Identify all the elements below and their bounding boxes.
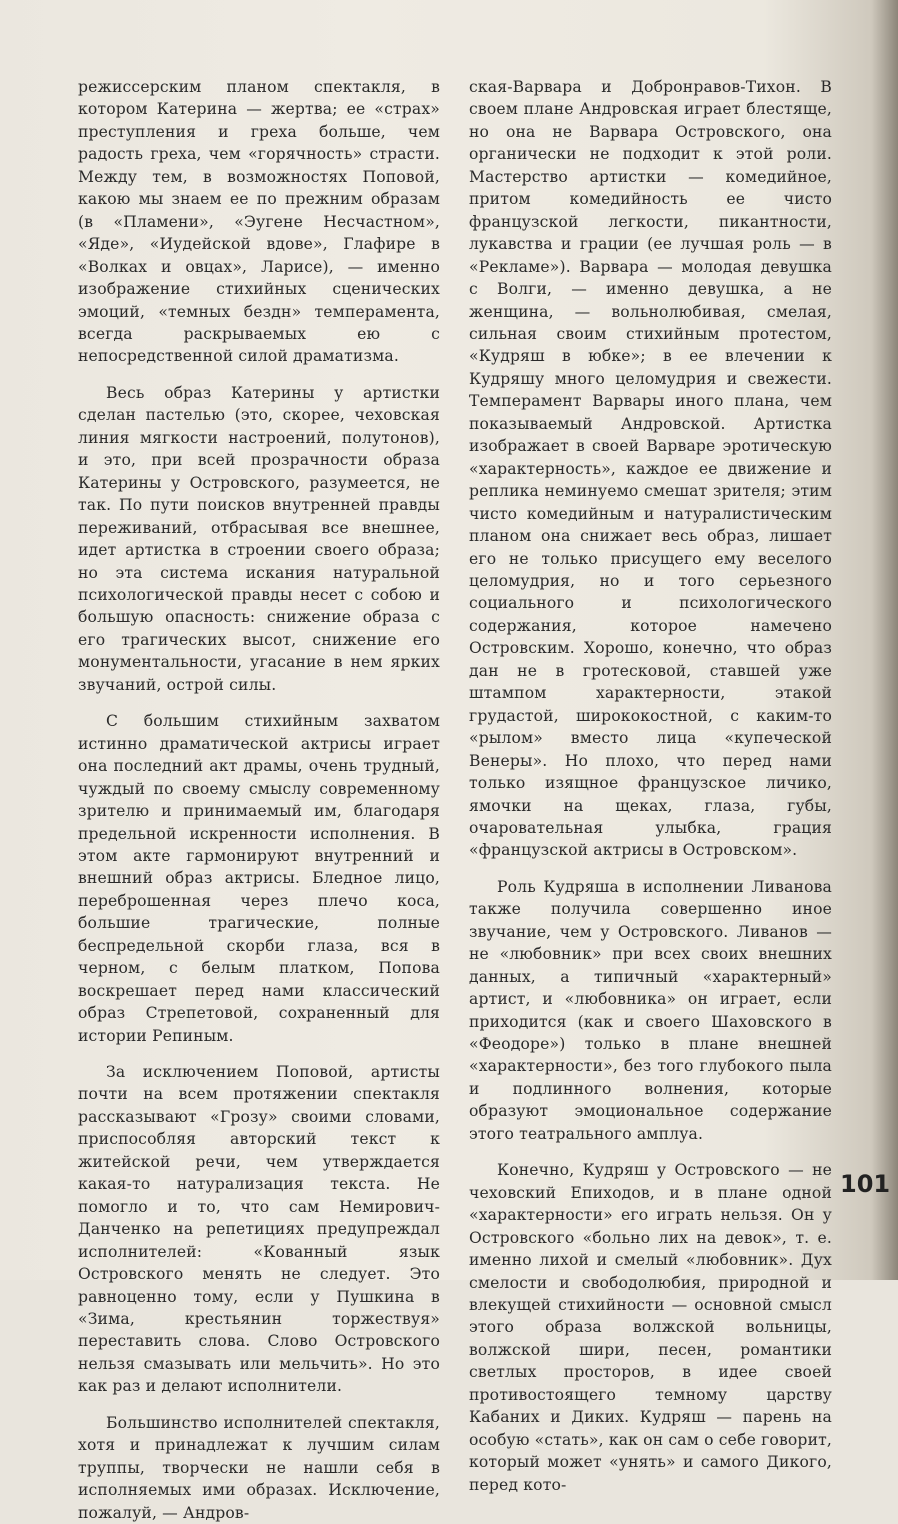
right-text-column [469,76,832,1496]
paragraph: За исключением Поповой, артисты почти на всем протяжении спектакля рассказывают «Грозу» своими словами, приспособляя авторский текст к житейской речи, чем утверждается какая-то натурализация текста. Не помогло и то, что сам Немирович-Данченко на репетициях предупреждал исполнителей: «Кованный язык Островского менять не следует. Это равноценно тому, если у Пушкина в «Зима, крестьянин торжествуя» переставить слова. Слово Островского нельзя смазывать или мельчить». Но это как раз и делают исполнители. [78,1063,440,1396]
paragraph: режиссерским планом спектакля, в котором Катерина — жертва; ее «страх» преступления и греха больше, чем радость греха, чем «горячность» страсти. Между тем, в возможностях Поповой, какою мы знаем ее по прежним образам (в «Пламени», «Эугене Несчастном», «Яде», «Иудейской вдове», Глафире в «Волках и овцах», Ларисе), — именно изображение стихийных сценических эмоций, «темных бездн» темперамента, всегда раскрываемых ею с непосредственной силой драматизма. [78,78,440,366]
paragraph: Конечно, Кудряш у Островского — не чеховский Епиходов, и в плане одной «характерности» его играть нельзя. Он у Островского «больно лих на девок», т. е. именно лихой и смелый «любовник». Дух смелости и свободолюбия, природной и влекущей стихийности — основной смысл этого образа волжской вольницы, волжской шири, песен, романтики светлых просторов, в идее своей противостоящего темному царству Кабаних и Диких. Кудряш — парень на особую «стать», как он сам о себе говорит, который может «унять» и самого Дикого, перед кото- [469,1161,832,1494]
paragraph: ская-Варвара и Добронравов-Тихон. В своем плане Андровская играет блестяще, но она не Варвара Островского, она органически не подходит к этой роли. Мастерство артистки — комедийное, притом комедийность ее чисто французской легкости, пикантности, лукавства и грации (ее лучшая роль — в «Рекламе»). Варвара — молодая девушка с Волги, — именно девушка, а не женщина, — вольнолюбивая, смелая, сильная своим стихийным протестом, «Кудряш в юбке»; в ее влечении к Кудряшу много целомудрия и свежести. Темперамент Варвары иного плана, чем показываемый Андровской. Артистка изображает в своей Варваре эротическую «характерность», каждое ее движение и реплика неминуемо смешат зрителя; этим чисто комедийным и натуралистическим планом она снижает весь образ, лишает его не только присущего ему веселого целомудрия, но и того серьезного социального и психологического содержания, которое намечено Островским. Хорошо, конечно, что образ дан не в гротесковой, ставшей уже штампом характерности, этакой грудастой, ширококостной, с каким-то «рылом» вместо лица «купеческой Венеры». Но плохо, что перед нами только изящное французское личико, ямочки на щеках, глаза, губы, очаровательная улыбка, грация «французской актрисы в Островском». [469,78,832,860]
page-number: 101 [840,1170,891,1198]
paragraph: Большинство исполнителей спектакля, хотя и принадлежат к лучшим силам труппы, творчески не нашли себя в исполняемых ими образах. Исключение, пожалуй, — Андров- [78,1413,440,1522]
paragraph: Весь образ Катерины у артистки сделан пастелью (это, скорее, чеховская линия мягкости настроений, полутонов), и это, при всей прозрачности образа Катерины у Островского, разумеется, не так. По пути поисков внутренней правды переживаний, отбрасывая все внешнее, идет артистка в строении своего образа; но эта система искания натуральной психологической правды несет с собою и большую опасность: снижение образа с его трагических высот, снижение его монументальности, угасание в нем ярких звучаний, острой силы. [78,383,440,694]
left-text-column [78,76,440,1524]
paragraph: Роль Кудряша в исполнении Ливанова также получила совершенно иное звучание, чем у Островского. Ливанов — не «любовник» при всех своих внешних данных, а типичный «характерный» артист, и «любовника» он играет, если приходится (как и своего Шаховского в «Феодоре») только в плане внешней «характерности», без того глубокого пыла и подлинного волнения, которые образуют эмоциональное содержание этого театрального амплуа. [469,877,832,1143]
paragraph: С большим стихийным захватом истинно драматической актрисы играет она последний акт драмы, очень трудный, чуждый по своему смыслу современному зрителю и принимаемый им, благодаря предельной искренности исполнения. В этом акте гармонируют внутренний и внешний образ актрисы. Бледное лицо, переброшенная через плечо коса, большие трагические, полные беспредельной скорби глаза, вся в черном, с белым платком, Попова воскрешает перед нами классический образ Стрепетовой, сохраненный для истории Репиным. [78,712,440,1045]
